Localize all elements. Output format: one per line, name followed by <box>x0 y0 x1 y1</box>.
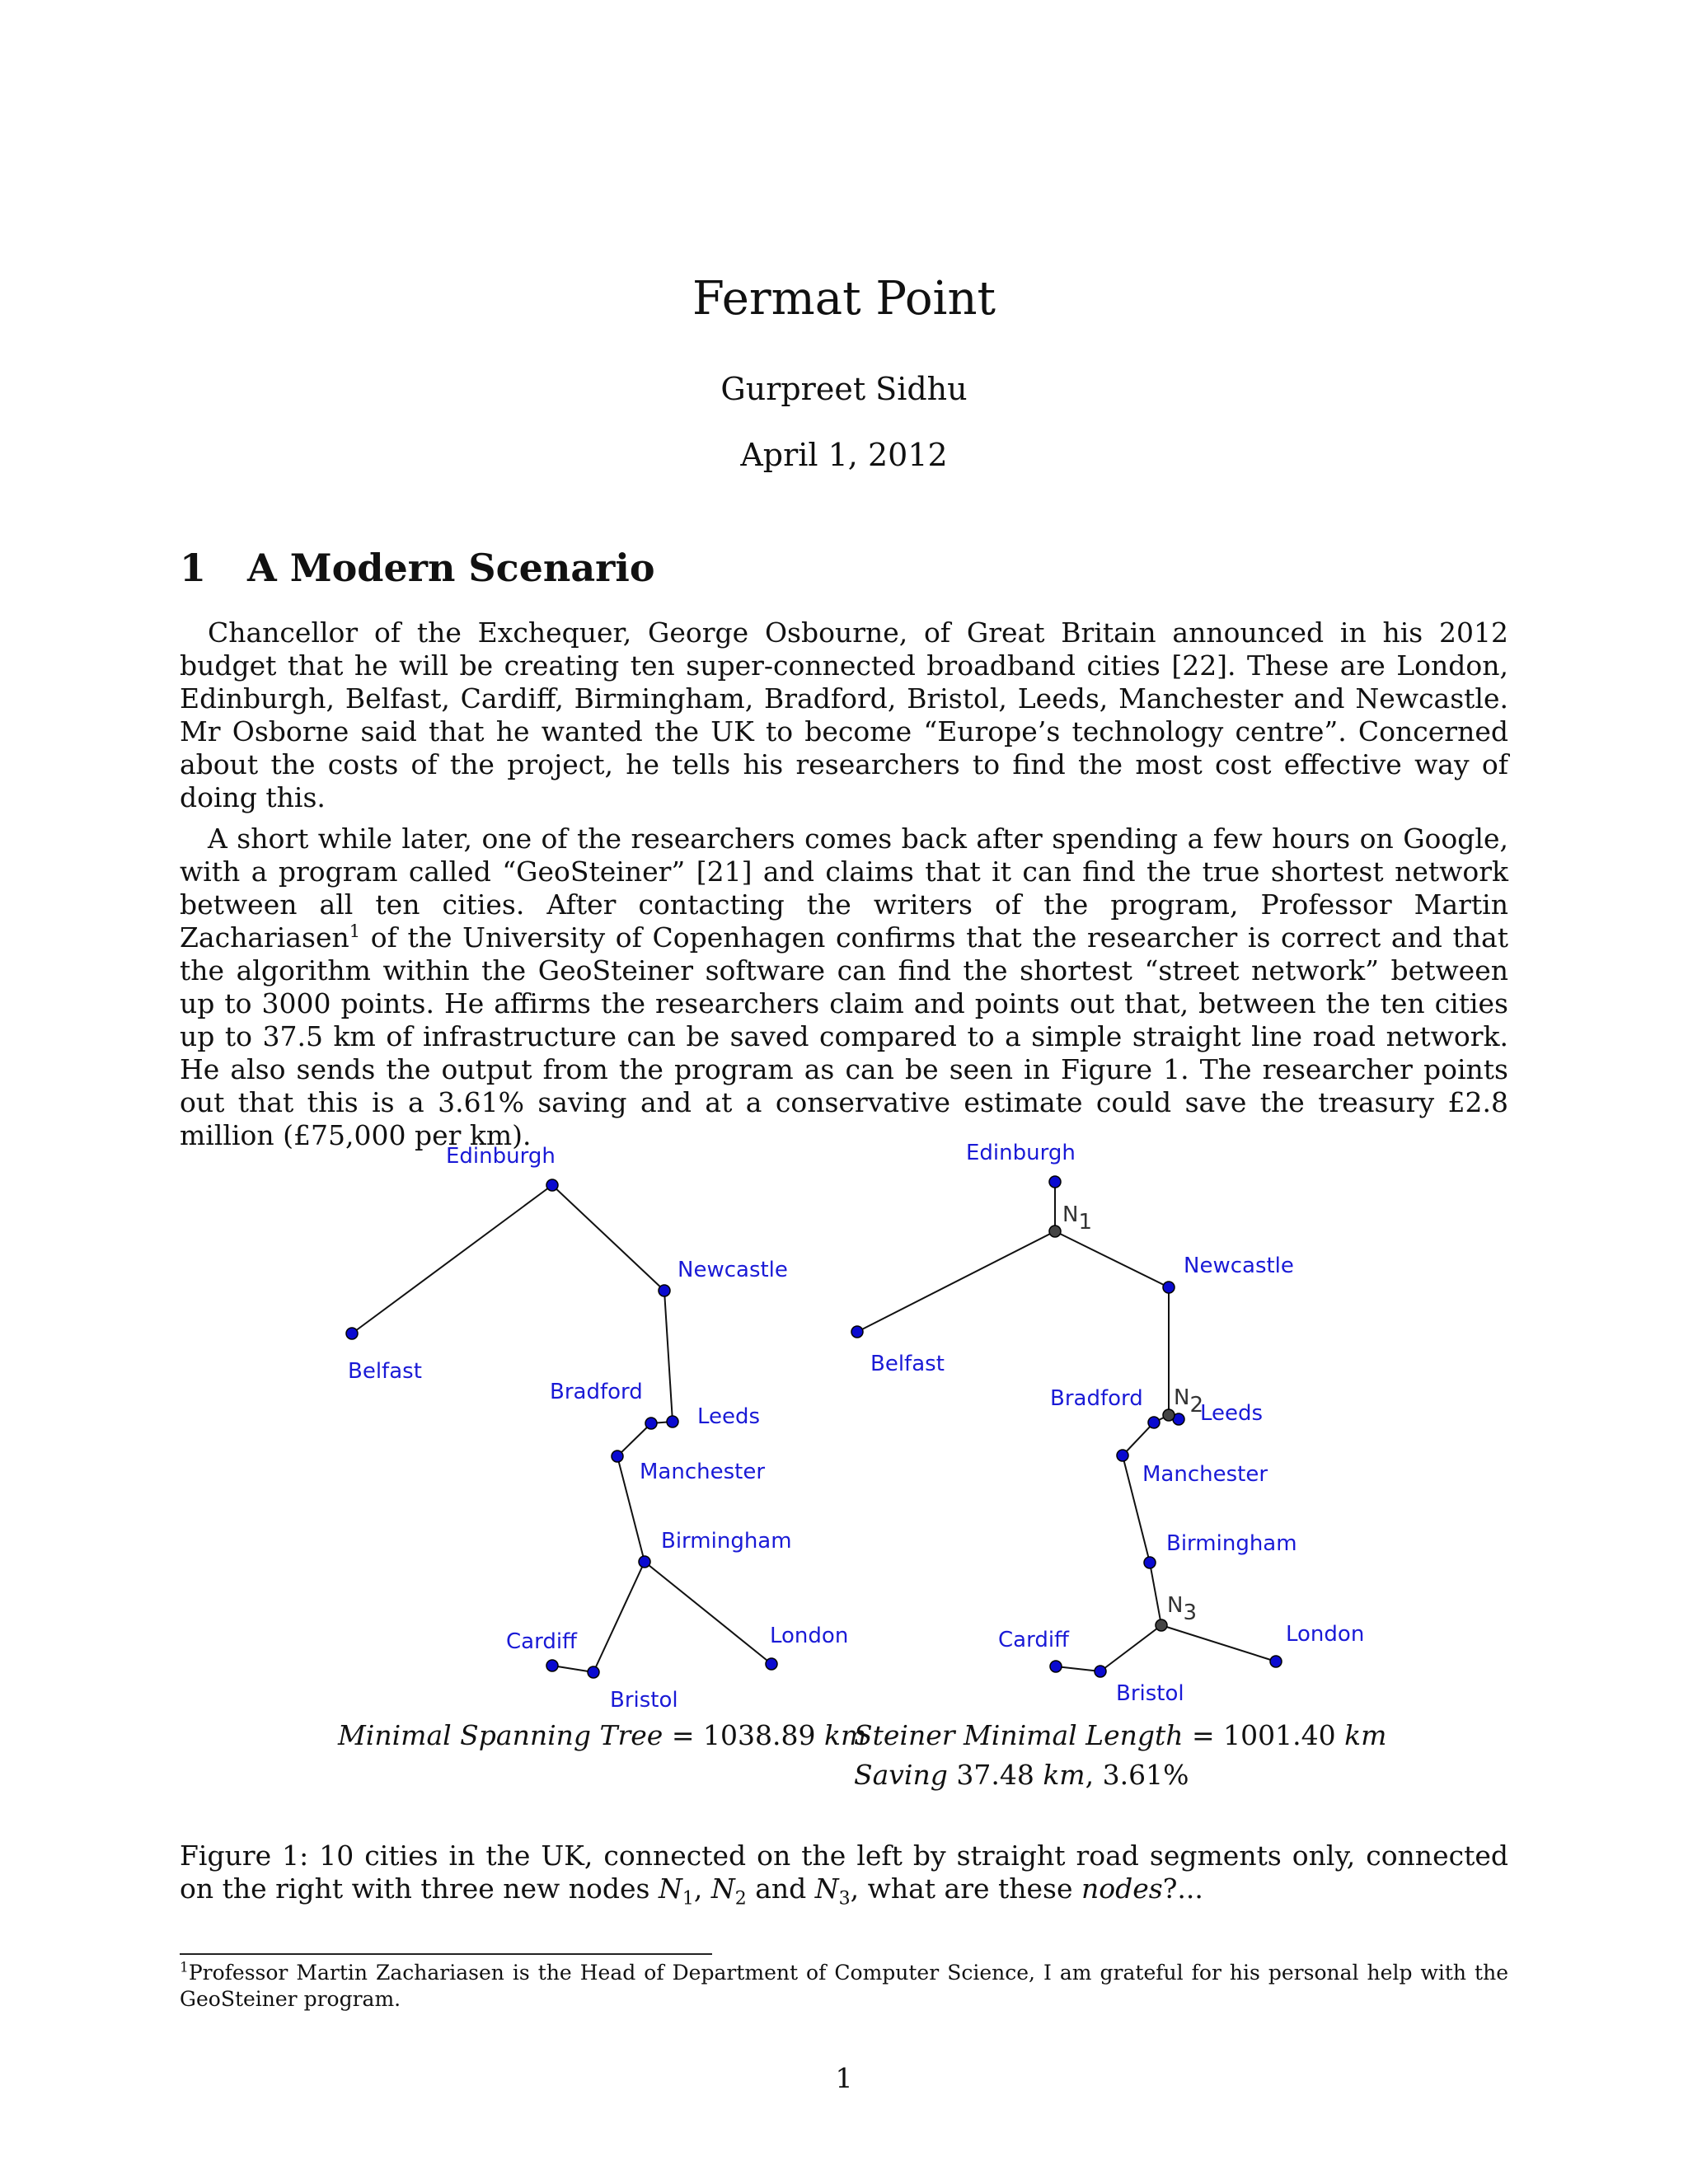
label-manchester: Manchester <box>640 1460 766 1484</box>
steiner-node-n2 <box>1163 1409 1175 1421</box>
edge-birmingham-london <box>645 1562 771 1664</box>
city-dot-birmingham-r <box>1144 1557 1156 1568</box>
city-dot-london <box>766 1658 777 1670</box>
edge-n1-belfast <box>857 1231 1055 1332</box>
edge-newcastle-leeds <box>664 1291 673 1422</box>
city-dot-bradford <box>645 1418 657 1429</box>
paragraph-2-part-b: of the University of Copenhagen confirms that the researcher is correct and that the algorithm within the GeoSteiner software can find the shortest “street network” between up to 3000 points. He affirms the researchers claim and points out that, between the ten cities up to 37.5 km of infrastructure can be saved compared to a simple straight line road network. He also sends the output from the program as can be seen in Figure 1. The researcher points out that this is a 3.61% saving and at a conservative estimate could save the treasury £2.8 million (£75,000 per km). <box>180 921 1508 1151</box>
city-dot-bristol-r <box>1095 1666 1106 1677</box>
city-dot-manchester <box>612 1451 623 1462</box>
label-bradford-r: Bradford <box>1050 1386 1143 1411</box>
steiner-node-n1 <box>1049 1226 1061 1237</box>
paragraph-2-part-a: A short while later, one of the researchers comes back after spending a few hours on Google, with a program called “GeoSteiner” [21] and claims that it can find the true shortest network between all ten cities. After contacting the writers of the program, Professor Martin Zachariasen <box>180 823 1508 954</box>
label-leeds-r: Leeds <box>1200 1401 1264 1426</box>
city-dot-belfast-r <box>851 1326 863 1338</box>
label-bristol: Bristol <box>610 1688 678 1713</box>
smt-cities <box>851 1176 1282 1677</box>
edge-bristol-cardiff-r <box>1056 1666 1100 1671</box>
steiner-node-n3 <box>1156 1619 1167 1631</box>
label-edinburgh-r: Edinburgh <box>966 1141 1076 1165</box>
edge-birmingham-n3 <box>1150 1563 1161 1625</box>
steiner-caption: Steiner Minimal Length = 1001.40 km <box>854 1719 1387 1751</box>
city-dot-cardiff-r <box>1050 1661 1062 1672</box>
author: Gurpreet Sidhu <box>720 371 968 407</box>
edge-bradford-manchester <box>617 1423 651 1456</box>
section-heading <box>180 546 655 590</box>
city-dot-bristol <box>588 1666 599 1678</box>
label-london: London <box>770 1624 849 1648</box>
city-dot-birmingham <box>639 1556 650 1568</box>
footnote-rule <box>180 1953 712 1955</box>
city-dot-edinburgh-r <box>1049 1176 1061 1188</box>
page-number: 1 <box>835 2062 853 2094</box>
label-n3: N3 <box>1167 1593 1197 1625</box>
label-n2: N2 <box>1174 1385 1203 1418</box>
label-birmingham: Birmingham <box>661 1529 792 1554</box>
paper-title: Fermat Point <box>692 272 996 326</box>
footnote-text: Professor Martin Zachariasen is the Head of Department of Computer Science, I am grateful for his personal help with the GeoSteiner program. <box>180 1961 1508 2011</box>
network-figure <box>0 1121 1688 1714</box>
label-bradford: Bradford <box>550 1380 643 1404</box>
section-title: A Modern Scenario <box>247 546 655 590</box>
saving-caption: Saving 37.48 km, 3.61% <box>854 1759 1189 1791</box>
label-newcastle: Newcastle <box>678 1258 788 1282</box>
label-belfast-r: Belfast <box>870 1352 945 1376</box>
footnote-mark: 1 <box>180 1959 189 1976</box>
date: April 1, 2012 <box>740 437 948 473</box>
section-number: 1 <box>180 546 207 590</box>
figure-caption: Figure 1: 10 cities in the UK, connected on the left by straight road segments only, connected on the right with three new nodes $N_1$, $N_2$ and $N_3$, what are these nodes?... <box>180 1840 1508 1910</box>
edge-bradford-manchester-r <box>1123 1422 1154 1455</box>
smt-labels <box>870 1141 1364 1706</box>
edge-n3-bristol <box>1100 1625 1161 1671</box>
label-cardiff-r: Cardiff <box>998 1628 1069 1652</box>
footnote <box>180 1960 1508 2013</box>
paragraph-2 <box>180 823 1508 1152</box>
city-dot-bradford-r <box>1148 1417 1160 1428</box>
label-belfast: Belfast <box>348 1359 422 1384</box>
city-dot-newcastle-r <box>1163 1282 1175 1293</box>
edge-belfast-edinburgh <box>352 1185 552 1333</box>
mst-caption: Minimal Spanning Tree = 1038.89 km <box>338 1719 867 1751</box>
label-cardiff: Cardiff <box>506 1629 577 1654</box>
city-dot-cardiff <box>546 1660 558 1671</box>
label-bristol-r: Bristol <box>1116 1681 1184 1706</box>
edge-birmingham-bristol <box>593 1562 645 1672</box>
city-dot-newcastle <box>659 1285 670 1296</box>
edge-edinburgh-newcastle <box>552 1185 664 1291</box>
city-dot-manchester-r <box>1117 1450 1128 1461</box>
label-newcastle-r: Newcastle <box>1184 1254 1294 1278</box>
city-dot-london-r <box>1270 1656 1282 1667</box>
label-n1: N1 <box>1062 1202 1092 1235</box>
label-london-r: London <box>1286 1622 1365 1647</box>
city-dot-belfast <box>346 1328 358 1339</box>
footnote-ref[interactable]: 1 <box>349 921 361 941</box>
paragraph-1: Chancellor of the Exchequer, George Osbourne, of Great Britain announced in his 2012 budget that he will be creating ten super-connected broadband cities [22]. These are London, Edinburgh, Belfast, Cardiff, Birmingham, Bradford, Bristol, Leeds, Manchester and Newcastle. Mr Osborne said that he wanted the UK to become “Europe’s technology centre”. Concerned about the costs of the project, he tells his researchers to find the most cost effective way of doing this. <box>180 616 1508 813</box>
label-manchester-r: Manchester <box>1142 1462 1268 1487</box>
edge-n1-newcastle <box>1055 1231 1169 1287</box>
edge-n3-london <box>1161 1625 1276 1661</box>
city-dot-leeds <box>667 1416 678 1427</box>
label-leeds: Leeds <box>697 1404 761 1429</box>
label-birmingham-r: Birmingham <box>1166 1531 1297 1556</box>
city-dot-edinburgh <box>546 1179 558 1191</box>
label-edinburgh: Edinburgh <box>446 1144 556 1169</box>
